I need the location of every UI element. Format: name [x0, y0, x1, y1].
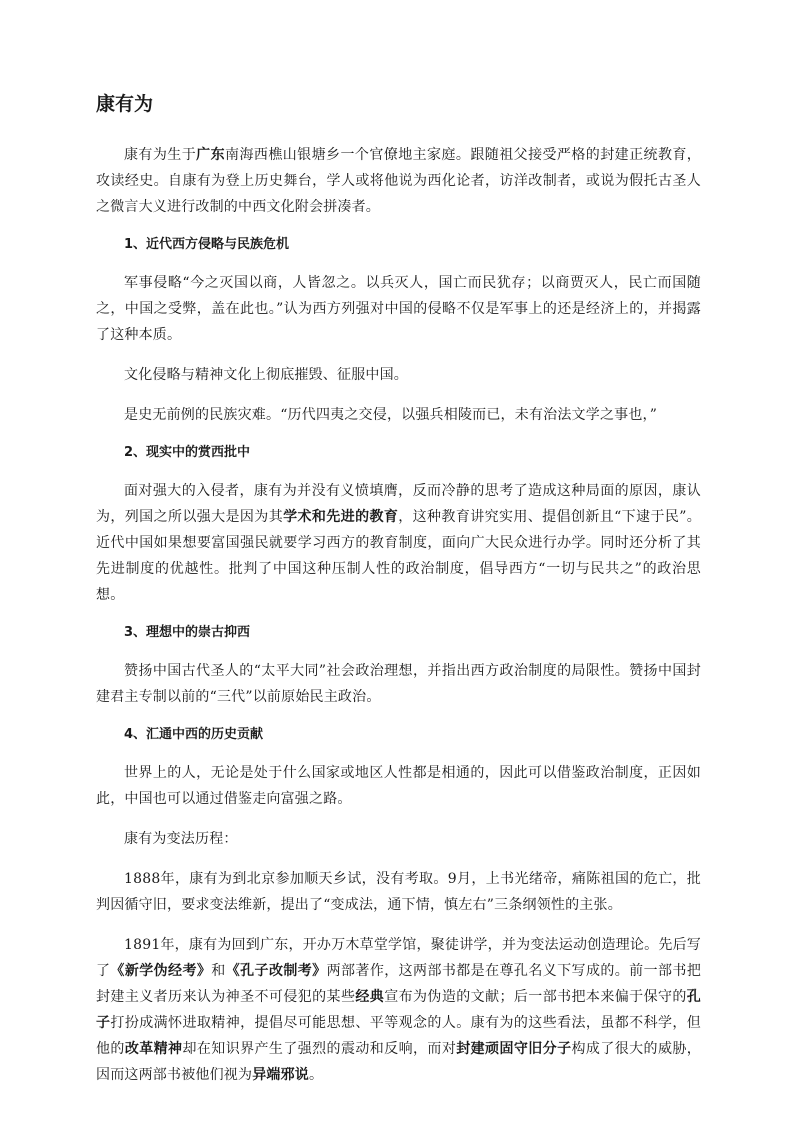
paragraph: 康有为变法历程： [124, 831, 238, 847]
text-run: 1891年，康有为回到广东，开办万木草堂学馆，聚徒讲学，并为变法运动创造理论。先后写了 [96, 937, 701, 979]
bold-term: 改革精神 [124, 1041, 183, 1057]
paragraph: 世界上的人，无论是处于什么国家或地区人性都是相通的，因此可以借鉴政治制度，正因如此，中国也可以通过借鉴走向富强之路。 [96, 765, 701, 807]
paragraph: 文化侵略与精神文化上彻底摧毁、征服中国。 [124, 367, 408, 383]
bold-term: 广东 [196, 147, 226, 163]
text-run: 却在知识界产生了强烈的震动和反响，而对 [182, 1041, 457, 1057]
bold-term: 异端邪说 [252, 1067, 310, 1083]
text-run: 面对强大的入侵者，康有为并没有义愤填膺，反而冷静的思考了造成这种局面的原因，康认为，列国之所以强大是因为其 [96, 483, 701, 525]
text-run: 两部著作，这两部书都是在尊孔名义下写成的。前一部书把封建主义者历来认为神圣不可侵犯的某些 [96, 963, 702, 1005]
bold-term: 《孔子改制考》 [225, 963, 327, 979]
paragraph: 军事侵略“今之灭国以商，人皆忽之。以兵灭人，国亡而民犹存；以商贾灭人，民亡而国随之，中国之受弊，盖在此也。”认为西方列强对中国的侵略不仅是军事上的还是经济上的，并揭露了这种本质。 [96, 275, 701, 343]
section-heading-3: 3、理想中的崇古抑西 [124, 625, 251, 640]
bold-term: 学术和先进的教育 [283, 509, 399, 525]
text-run: 南海西樵山银塘乡一个官僚地主家庭。跟随祖父接受严格的封建正统教育，攻读经史。自康有为登上历史舞台，学人或将他说为西化论者，访洋改制者，或说为假托古圣人之微言大义进行改制的中西文化附会拼凑者。 [96, 147, 702, 215]
paragraph [96, 478, 701, 608]
text-run: 构成了很大的威胁，因而这两部书被他们视为 [96, 1041, 701, 1083]
bold-term: 经典 [355, 989, 385, 1005]
paragraph [96, 932, 701, 1088]
section-heading-1: 1、近代西方侵略与民族危机 [124, 237, 290, 252]
bold-term: 孔子 [96, 989, 701, 1031]
paragraph: 是史无前例的民族灾难。“历代四夷之交侵，以强兵相陵而已，未有治法文学之事也，” [124, 407, 658, 423]
paragraph: 赞扬中国古代圣人的“太平大同”社会政治理想，并指出西方政治制度的局限性。赞扬中国封建君主专制以前的“三代”以前原始民主政治。 [96, 663, 701, 705]
text-run: ，这种教育讲究实用、提倡创新且“下逮于民”。近代中国如果想要富国强民就要学习西方的教育制度，面向广大民众进行办学。同时还分析了其先进制度的优越性。批判了中国这种压制人性的政治制度，倡导西方“一切与民共之”的政治思想。 [96, 509, 701, 603]
page-title: 康有为 [96, 93, 154, 115]
text-run: 打扮成满怀进取精神，提倡尽可能思想、平等观念的人。康有为的这些看法，虽都不科学，但他的 [96, 1015, 702, 1057]
text-run: 宣布为伪造的文献；后一部书把本来偏于保守的 [384, 989, 687, 1005]
document-page [96, 92, 701, 1102]
text-run: 。 [309, 1067, 324, 1083]
section-heading-4: 4、汇通中西的历史贡献 [124, 727, 264, 742]
text-run: 康有为生于 [124, 147, 197, 163]
text-run: 和 [211, 963, 226, 979]
section-heading-2: 2、现实中的赏西批中 [124, 445, 251, 460]
paragraph: 1888年，康有为到北京参加顺天乡试，没有考取。9月，上书光绪帝，痛陈祖国的危亡，批判因循守旧，要求变法维新，提出了“变成法，通下情，慎左右”三条纲领性的主张。 [96, 871, 701, 913]
bold-term: 封建顽固守旧分子 [456, 1041, 572, 1057]
intro-paragraph [96, 142, 701, 220]
bold-term: 《新学伪经考》 [110, 963, 212, 979]
